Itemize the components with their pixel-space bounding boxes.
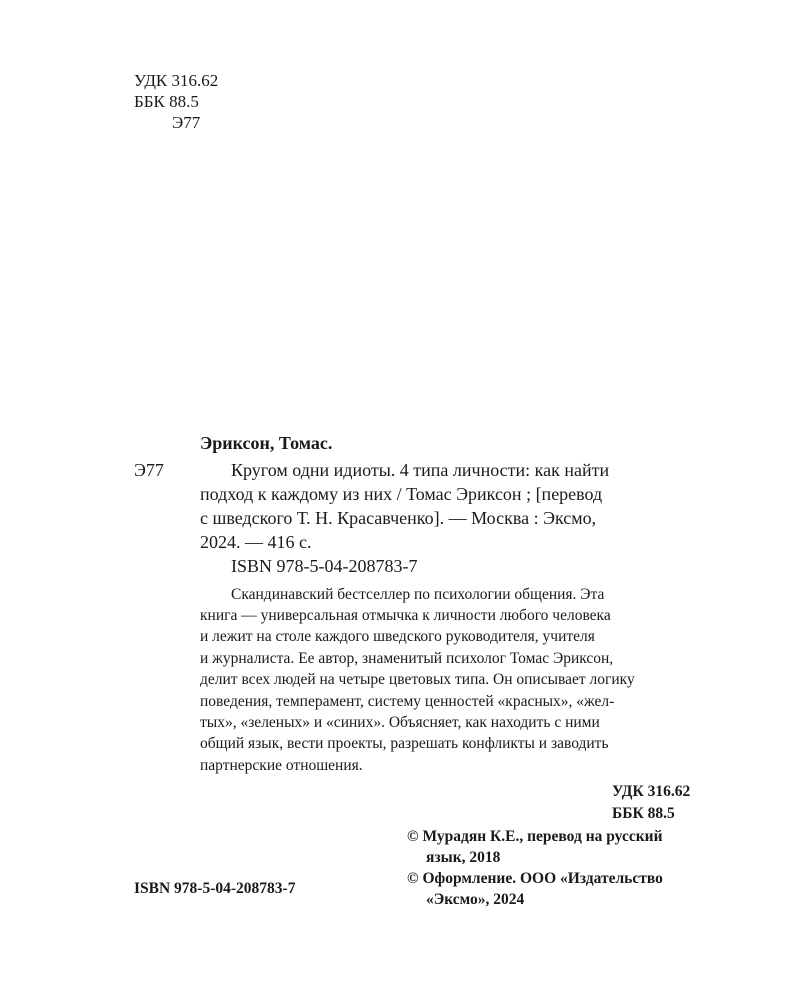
bbk-bottom: ББК 88.5 [612, 805, 675, 822]
annotation-line: тых», «зеленых» и «синих». Объясняет, как находить с ними [200, 714, 600, 731]
bbk-top: ББК 88.5 [134, 92, 199, 111]
author-sign: Э77 [134, 460, 164, 480]
annotation-line: общий язык, вести проекты, разрешать конфликты и заводить [200, 735, 609, 752]
record-line: с шведского Т. Н. Красавченко]. — Москва : Эксмо, [200, 508, 597, 528]
annotation-line: и журналиста. Ее автор, знаменитый психолог Томас Эриксон, [200, 650, 614, 667]
isbn-record: ISBN 978-5-04-208783-7 [231, 556, 418, 576]
copyright-line: © Оформление. ООО «Издательство [407, 870, 663, 887]
annotation-line: и лежит на столе каждого шведского руководителя, учителя [200, 628, 595, 645]
annotation-line: Скандинавский бестселлер по психологии общения. Эта [231, 586, 605, 603]
isbn-bottom: ISBN 978-5-04-208783-7 [134, 880, 296, 897]
udk-bottom: УДК 316.62 [612, 783, 691, 800]
udk-top: УДК 316.62 [134, 71, 219, 90]
copyright-line: язык, 2018 [426, 849, 501, 866]
annotation-line: делит всех людей на четыре цветовых типа. Он описывает логику [200, 671, 635, 688]
annotation-line: поведения, темперамент, систему ценностей «красных», «жел- [200, 693, 615, 710]
record-line: 2024. — 416 с. [200, 532, 312, 552]
author-heading: Эриксон, Томас. [200, 433, 333, 453]
annotation-line: книга — универсальная отмычка к личности любого человека [200, 607, 611, 624]
copyright-line: © Мурадян К.Е., перевод на русский [407, 828, 663, 845]
author-sign-top: Э77 [172, 113, 201, 132]
copyright-line: «Эксмо», 2024 [426, 891, 525, 908]
record-line: Кругом одни идиоты. 4 типа личности: как найти [231, 460, 610, 480]
record-line: подход к каждому из них / Томас Эриксон ; [перевод [200, 484, 603, 504]
annotation-line: партнерские отношения. [200, 757, 363, 774]
